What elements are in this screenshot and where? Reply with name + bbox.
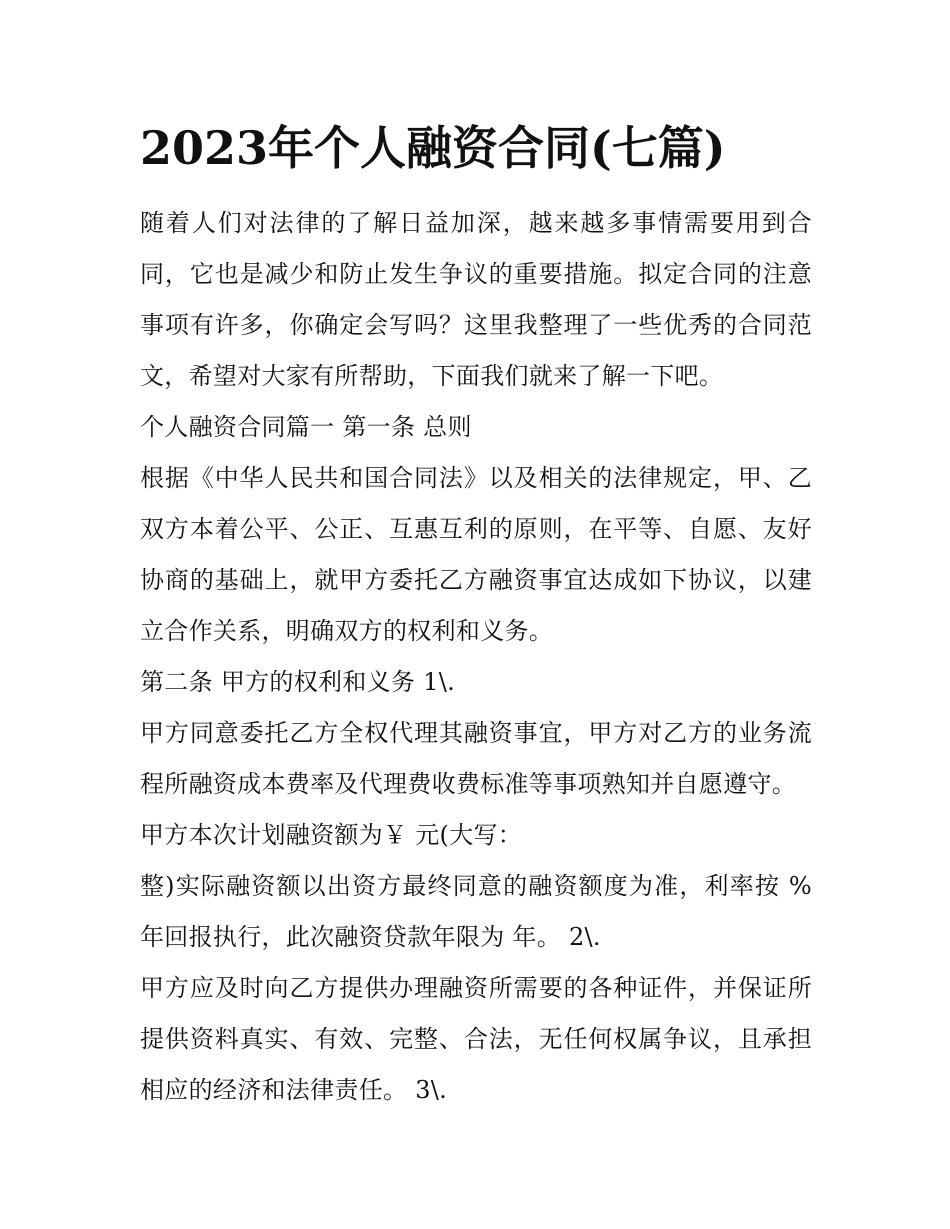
clause-paragraph: 甲方本次计划融资额为￥ 元(大写：: [140, 821, 523, 849]
clause-paragraph: 甲方同意委托乙方全权代理其融资事宜，甲方对乙方的业务流程所融资成本费率及代理费收费标准等事项熟知并自愿遵守。: [140, 719, 812, 798]
clause-paragraph: 根据《中华人民共和国合同法》以及相关的法律规定，甲、乙双方本着公平、公正、互惠互利的原则，在平等、自愿、友好协商的基础上，就甲方委托乙方融资事宜达成如下协议，以建立合作关系，明确双方的权利和义务。: [140, 464, 812, 645]
document-title: 2023年个人融资合同(七篇): [140, 121, 726, 175]
clause-paragraph: 整)实际融资额以出资方最终同意的融资额度为准，利率按 %年回报执行，此次融资贷款年限为 年。 2\.: [140, 872, 812, 951]
section-heading-party-a: 第二条 甲方的权利和义务 1\.: [140, 668, 456, 696]
section-heading-general: 个人融资合同篇一 第一条 总则: [140, 413, 472, 441]
document-body: [140, 198, 812, 1116]
clause-paragraph: 甲方应及时向乙方提供办理融资所需要的各种证件，并保证所提供资料真实、有效、完整、合法，无任何权属争议，且承担相应的经济和法律责任。 3\.: [140, 974, 812, 1104]
intro-paragraph: 随着人们对法律的了解日益加深，越来越多事情需要用到合同，它也是减少和防止发生争议的重要措施。拟定合同的注意事项有许多，你确定会写吗？这里我整理了一些优秀的合同范文，希望对大家有所帮助，下面我们就来了解一下吧。: [140, 209, 812, 390]
